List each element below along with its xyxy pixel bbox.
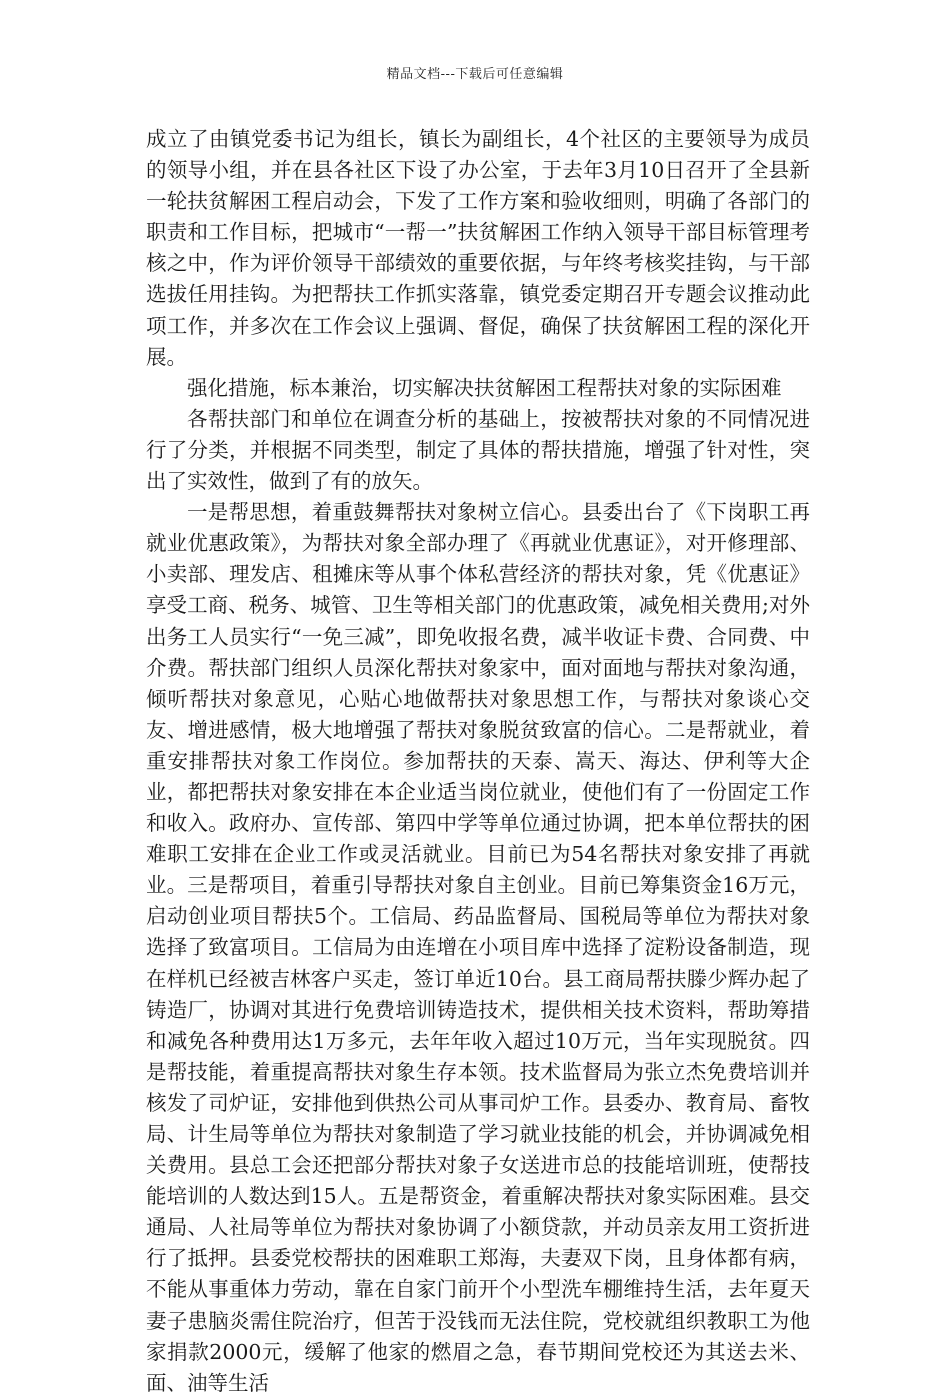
paragraph-section-heading: 强化措施，标本兼治，切实解决扶贫解困工程帮扶对象的实际困难 (187, 375, 782, 400)
paragraph-classification: 各帮扶部门和单位在调查分析的基础上，按被帮扶对象的不同情况进行了分类，并根据不同类型，制定了具体的帮扶措施，增强了针对性，突出了实效性，做到了有的放矢。 (146, 406, 810, 494)
paragraph-five-helps: 一是帮思想，着重鼓舞帮扶对象树立信心。县委出台了《下岗职工再就业优惠政策》，为帮扶对象全部办理了《再就业优惠证》，对开修理部、小卖部、理发店、租摊床等从事个体私营经济的帮扶对象，凭《优惠证》享受工商、税务、城管、卫生等相关部门的优惠政策，减免相关费用;对外出务工人员实行“一免三减”，即免收报名费，减半收证卡费、合同费、中介费。帮扶部门组织人员深化帮扶对象家中，面对面地与帮扶对象沟通，倾听帮扶对象意见，心贴心地做帮扶对象思想工作，与帮扶对象谈心交友、增进感情，极大地增强了帮扶对象脱贫致富的信心。二是帮就业，着重安排帮扶对象工作岗位。参加帮扶的天泰、嵩天、海达、伊利等大企业，都把帮扶对象安排在本企业适当岗位就业，使他们有了一份固定工作和收入。政府办、宣传部、第四中学等单位通过协调，把本单位帮扶的困难职工安排在企业工作或灵活就业。目前已为54名帮扶对象安排了再就业。三是帮项目，着重引导帮扶对象自主创业。目前已筹集资金16万元，启动创业项目帮扶5个。工信局、药品监督局、国税局等单位为帮扶对象选择了致富项目。工信局为由连增在小项目库中选择了淀粉设备制造，现在样机已经被吉林客户买走，签订单近10台。县工商局帮扶滕少辉办起了铸造厂，协调对其进行免费培训铸造技术，提供相关技术资料，帮助筹措和减免各种费用达1万多元，去年年收入超过10万元，当年实现脱贫。四是帮技能，着重提高帮扶对象生存本领。技术监督局为张立杰免费培训并核发了司炉证，安排他到供热公司从事司炉工作。县委办、教育局、畜牧局、计生局等单位为帮扶对象制造了学习就业技能的机会，并协调减免相关费用。县总工会还把部分帮扶对象子女送进市总的技能培训班，使帮技能培训的人数达到15人。五是帮资金，着重解决帮扶对象实际困难。县交通局、人社局等单位为帮扶对象协调了小额贷款，并动员亲友用工资折进行了抵押。县委党校帮扶的困难职工郑海，夫妻双下岗，且身体都有病，不能从事重体力劳动，靠在自家门前开个小型洗车棚维持生活，去年夏天妻子患脑炎需住院治疗，但苦于没钱而无法住院，党校就组织教职工为他家捐款2000元，缓解了他家的燃眉之急，春节期间党校还为其送去米、面、油等生活 (146, 500, 810, 1395)
page-header: 精品文档---下载后可任意编辑 (386, 67, 564, 82)
document-body (146, 124, 810, 1399)
paragraph-leadership-group: 成立了由镇党委书记为组长，镇长为副组长，4个社区的主要领导为成员的领导小组，并在县各社区下设了办公室，于去年3月10日召开了全县新一轮扶贫解困工程启动会，下发了工作方案和验收细则，明确了各部门的职责和工作目标，把城市“一帮一”扶贫解困工作纳入领导干部目标管理考核之中，作为评价领导干部绩效的重要依据，与年终考核奖挂钩，与干部选拔任用挂钩。为把帮扶工作抓实落靠，镇党委定期召开专题会议推动此项工作，并多次在工作会议上强调、督促，确保了扶贫解困工程的深化开展。 (146, 127, 810, 369)
